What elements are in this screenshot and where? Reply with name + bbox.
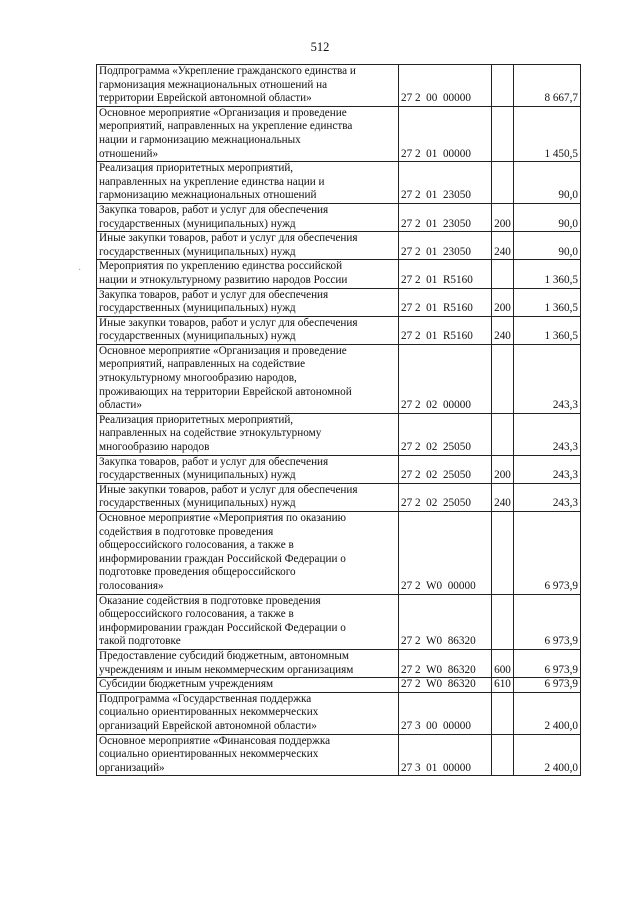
row-amount: 8 667,7: [514, 65, 581, 107]
table-row: [97, 65, 581, 107]
row-amount: 6 973,9: [514, 678, 581, 693]
row-amount: 2 400,0: [514, 692, 581, 734]
table-row: [97, 649, 581, 677]
row-name-line: социально ориентированных некоммерческих: [99, 748, 319, 761]
row-name: [97, 594, 399, 649]
row-code: 27 2 02 25050: [399, 455, 492, 483]
row-name-line: государственных (муниципальных) нужд: [99, 245, 296, 258]
row-name-line: информировании граждан Российской Федерации о: [99, 552, 346, 565]
table-row: [97, 594, 581, 649]
row-name: [97, 65, 399, 107]
row-name: [97, 232, 399, 260]
row-amount: 6 973,9: [514, 512, 581, 595]
table-row: [97, 106, 581, 161]
row-name-line: Подпрограмма «Государственная поддержка: [99, 692, 312, 705]
row-code: 27 2 01 R5160: [399, 260, 492, 288]
row-name: [97, 106, 399, 161]
row-name-line: мероприятий, направленных на укрепление единства: [99, 120, 353, 133]
row-name-line: организаций Еврейской автономной области»: [99, 719, 317, 732]
row-code: 27 2 W0 00000: [399, 512, 492, 595]
row-amount: 90,0: [514, 162, 581, 204]
table-row: [97, 232, 581, 260]
row-code: 27 2 W0 86320: [399, 649, 492, 677]
row-name: [97, 316, 399, 344]
row-name-line: Основное мероприятие «Организация и проведение: [99, 106, 347, 119]
row-amount: 1 360,5: [514, 288, 581, 316]
row-name-line: направленных на содействие этнокультурному: [99, 427, 322, 440]
row-name-line: Реализация приоритетных мероприятий,: [99, 162, 294, 175]
row-name-line: Иные закупки товаров, работ и услуг для обеспечения: [99, 483, 358, 496]
row-code: 27 2 01 23050: [399, 162, 492, 204]
row-code: 27 2 01 R5160: [399, 288, 492, 316]
row-amount: 90,0: [514, 232, 581, 260]
row-name-line: государственных (муниципальных) нужд: [99, 497, 296, 510]
table-row: [97, 692, 581, 734]
row-expense-type: [492, 413, 514, 455]
table-row: [97, 483, 581, 511]
row-expense-type: 240: [492, 316, 514, 344]
row-name-line: Мероприятия по укреплению единства российской: [99, 260, 343, 273]
row-name-line: общероссийского голосования, а также в: [99, 608, 294, 621]
table-row: [97, 344, 581, 413]
table-row: [97, 162, 581, 204]
row-name-line: отношений»: [99, 147, 159, 160]
row-amount: 243,3: [514, 455, 581, 483]
table-row: [97, 288, 581, 316]
row-name-line: Подпрограмма «Укрепление гражданского единства и: [99, 65, 356, 77]
row-name: [97, 413, 399, 455]
row-code: 27 2 02 25050: [399, 483, 492, 511]
row-amount: 1 450,5: [514, 106, 581, 161]
row-code: 27 2 02 00000: [399, 344, 492, 413]
row-amount: 2 400,0: [514, 734, 581, 776]
row-expense-type: [492, 344, 514, 413]
row-name-line: Предоставление субсидий бюджетным, автономным: [99, 649, 349, 662]
margin-mark: ·: [78, 265, 82, 276]
row-expense-type: 240: [492, 483, 514, 511]
row-name-line: голосования»: [99, 579, 164, 592]
table-row: [97, 413, 581, 455]
row-expense-type: [492, 692, 514, 734]
row-code: 27 3 00 00000: [399, 692, 492, 734]
row-name-line: Закупка товаров, работ и услуг для обеспечения: [99, 455, 329, 468]
row-name-line: гармонизацию межнациональных отношений: [99, 189, 317, 202]
table-row: [97, 203, 581, 231]
row-name-line: Закупка товаров, работ и услуг для обеспечения: [99, 288, 329, 301]
row-name: [97, 455, 399, 483]
row-name-line: этнокультурному многообразию народов,: [99, 372, 297, 385]
table-row: [97, 678, 581, 693]
row-name-line: такой подготовке: [99, 635, 181, 648]
row-expense-type: [492, 594, 514, 649]
page-number: 512: [310, 40, 330, 54]
row-name: [97, 203, 399, 231]
row-code: 27 2 01 23050: [399, 203, 492, 231]
row-name-line: информировании граждан Российской Федерации о: [99, 621, 346, 634]
row-name-line: направленных на укрепление единства нации и: [99, 175, 325, 188]
row-name-line: учреждениям и иным некоммерческим организациям: [99, 663, 354, 676]
row-name-line: Реализация приоритетных мероприятий,: [99, 413, 294, 426]
row-expense-type: 200: [492, 203, 514, 231]
row-expense-type: [492, 65, 514, 107]
row-expense-type: 600: [492, 649, 514, 677]
row-name-line: Оказание содействия в подготовке проведения: [99, 594, 321, 607]
table-row: [97, 512, 581, 595]
row-expense-type: [492, 512, 514, 595]
row-name: [97, 288, 399, 316]
row-amount: 90,0: [514, 203, 581, 231]
row-amount: 6 973,9: [514, 649, 581, 677]
row-expense-type: [492, 734, 514, 776]
row-amount: 243,3: [514, 344, 581, 413]
row-code: 27 2 01 00000: [399, 106, 492, 161]
row-expense-type: 200: [492, 455, 514, 483]
row-name-line: области»: [99, 399, 142, 412]
row-name-line: Основное мероприятие «Финансовая поддержка: [99, 734, 331, 747]
row-name-line: государственных (муниципальных) нужд: [99, 302, 296, 315]
row-expense-type: 240: [492, 232, 514, 260]
table-row: [97, 316, 581, 344]
row-name-line: нации и этнокультурному развитию народов России: [99, 273, 348, 286]
row-name: [97, 649, 399, 677]
row-name-line: организаций»: [99, 761, 165, 774]
row-name-line: многообразию народов: [99, 441, 210, 454]
row-expense-type: [492, 162, 514, 204]
table-row: [97, 260, 581, 288]
row-name-line: Закупка товаров, работ и услуг для обеспечения: [99, 203, 329, 216]
row-code: 27 2 02 25050: [399, 413, 492, 455]
row-expense-type: 200: [492, 288, 514, 316]
row-code: 27 2 00 00000: [399, 65, 492, 107]
row-amount: 6 973,9: [514, 594, 581, 649]
row-name-line: подготовке проведения общероссийского: [99, 566, 296, 579]
row-name-line: проживающих на территории Еврейской автономной: [99, 385, 352, 398]
row-code: 27 2 W0 86320: [399, 594, 492, 649]
budget-table: [96, 64, 581, 776]
row-amount: 1 360,5: [514, 316, 581, 344]
row-name-line: общероссийского голосования, а также в: [99, 539, 294, 552]
row-name-line: нации и гармонизацию межнациональных: [99, 133, 301, 146]
row-code: 27 2 01 23050: [399, 232, 492, 260]
row-name: [97, 260, 399, 288]
row-code: 27 2 01 R5160: [399, 316, 492, 344]
row-expense-type: [492, 260, 514, 288]
row-code: 27 2 W0 86320: [399, 678, 492, 693]
row-amount: 243,3: [514, 413, 581, 455]
row-name-line: мероприятий, направленных на содействие: [99, 358, 306, 371]
row-name: [97, 344, 399, 413]
table-row: [97, 455, 581, 483]
row-name: [97, 162, 399, 204]
row-amount: 1 360,5: [514, 260, 581, 288]
row-name: [97, 512, 399, 595]
row-name-line: территории Еврейской автономной области»: [99, 92, 312, 105]
row-expense-type: 610: [492, 678, 514, 693]
row-name-line: государственных (муниципальных) нужд: [99, 217, 296, 230]
row-name: [97, 692, 399, 734]
row-name: [97, 678, 399, 693]
row-amount: 243,3: [514, 483, 581, 511]
row-name-line: Субсидии бюджетным учреждениям: [99, 678, 274, 691]
row-expense-type: [492, 106, 514, 161]
row-name: [97, 734, 399, 776]
row-name-line: Основное мероприятие «Организация и проведение: [99, 344, 347, 357]
row-name-line: Основное мероприятие «Мероприятия по оказанию: [99, 512, 346, 524]
table-row: [97, 734, 581, 776]
row-name-line: социально ориентированных некоммерческих: [99, 706, 319, 719]
row-name-line: гармонизация межнациональных отношений на: [99, 78, 328, 91]
row-name: [97, 483, 399, 511]
row-name-line: Иные закупки товаров, работ и услуг для обеспечения: [99, 232, 358, 245]
row-name-line: содействия в подготовке проведения: [99, 525, 274, 538]
row-name-line: государственных (муниципальных) нужд: [99, 469, 296, 482]
row-code: 27 3 01 00000: [399, 734, 492, 776]
row-name-line: Иные закупки товаров, работ и услуг для обеспечения: [99, 316, 358, 329]
row-name-line: государственных (муниципальных) нужд: [99, 330, 296, 343]
